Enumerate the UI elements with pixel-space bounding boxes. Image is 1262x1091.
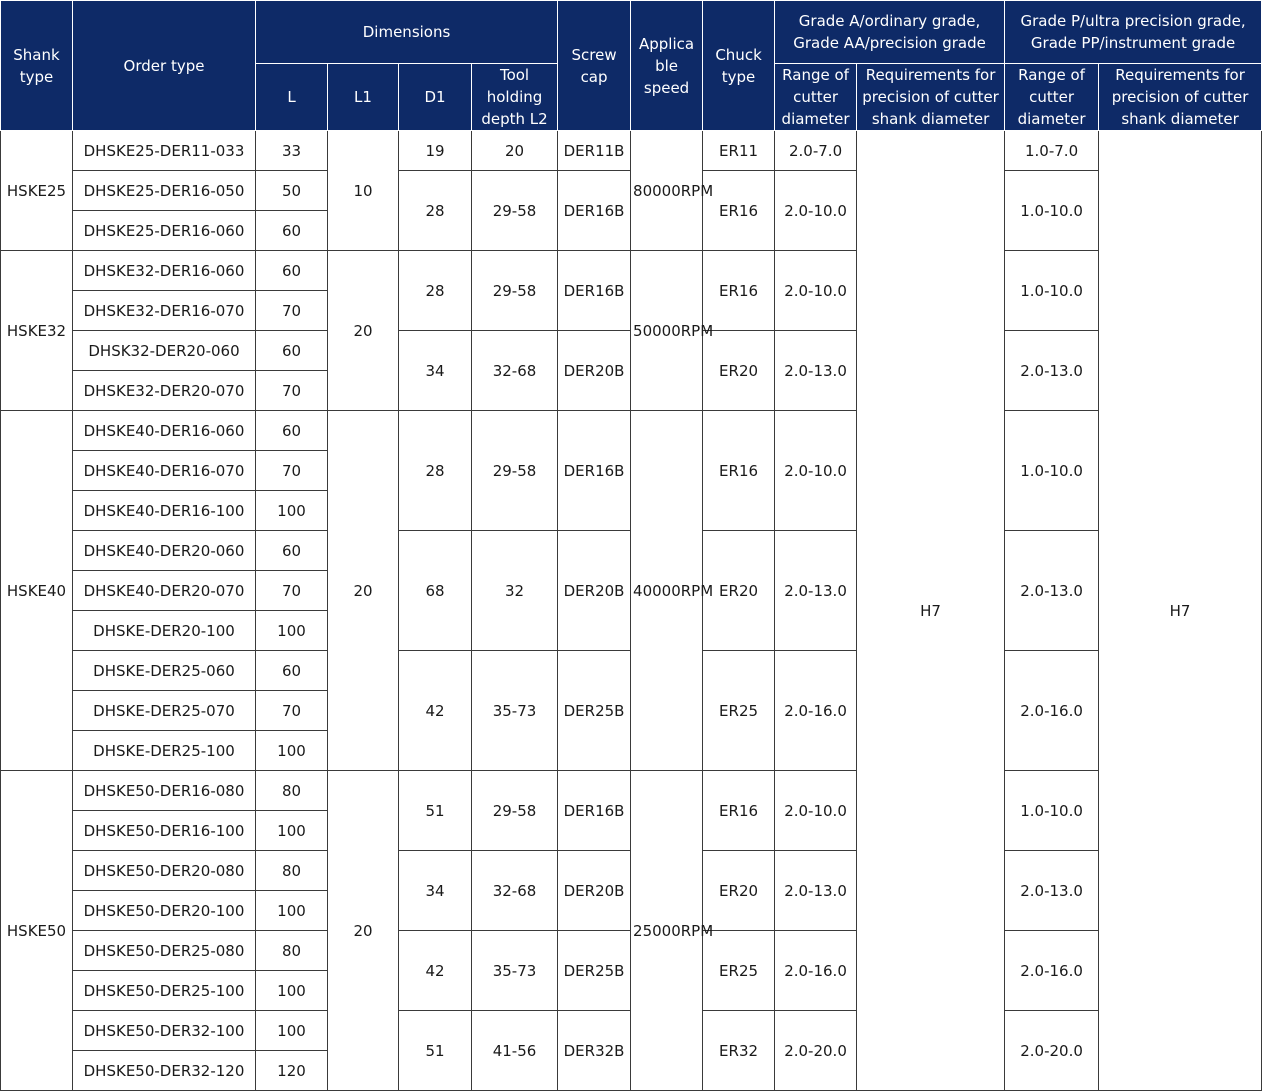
- l-cell: 70: [256, 291, 328, 331]
- l1-cell: 20: [328, 771, 399, 1091]
- shank-type-cell: HSKE50: [1, 771, 73, 1091]
- range-p-cell: 2.0-16.0: [1005, 651, 1099, 771]
- chuck-type-cell: ER20: [703, 531, 775, 651]
- table-row: [1, 131, 1262, 171]
- l-cell: 60: [256, 251, 328, 291]
- range-p-cell: 2.0-13.0: [1005, 851, 1099, 931]
- l2-cell: 35-73: [472, 931, 558, 1011]
- order-type-cell: DHSKE25-DER11-033: [73, 131, 256, 171]
- range-a-cell: 2.0-16.0: [775, 931, 857, 1011]
- range-p-cell: 2.0-13.0: [1005, 331, 1099, 411]
- order-type-cell: DHSKE50-DER16-080: [73, 771, 256, 811]
- chuck-type-cell: ER25: [703, 931, 775, 1011]
- l-cell: 33: [256, 131, 328, 171]
- order-type-cell: DHSKE50-DER20-080: [73, 851, 256, 891]
- shank-type-cell: HSKE40: [1, 411, 73, 771]
- order-type-cell: DHSKE-DER25-100: [73, 731, 256, 771]
- header-grade-p: Grade P/ultra precision grade, Grade PP/instrument grade: [1005, 1, 1262, 64]
- l-cell: 60: [256, 531, 328, 571]
- d1-cell: 68: [399, 531, 472, 651]
- screw-cap-cell: DER25B: [558, 931, 631, 1011]
- l2-cell: 41-56: [472, 1011, 558, 1091]
- l-cell: 120: [256, 1051, 328, 1091]
- chuck-type-cell: ER20: [703, 851, 775, 931]
- screw-cap-cell: DER25B: [558, 651, 631, 771]
- order-type-cell: DHSKE32-DER16-060: [73, 251, 256, 291]
- l2-cell: 32-68: [472, 851, 558, 931]
- applicable-speed-cell: 25000RPM: [631, 771, 703, 1091]
- screw-cap-cell: DER20B: [558, 851, 631, 931]
- header-l2: Tool holding depth L2: [472, 64, 558, 131]
- order-type-cell: DHSKE50-DER32-120: [73, 1051, 256, 1091]
- l2-cell: 32: [472, 531, 558, 651]
- header-applicable-speed: Applica ble speed: [631, 1, 703, 131]
- l2-cell: 35-73: [472, 651, 558, 771]
- range-p-cell: 1.0-10.0: [1005, 171, 1099, 251]
- l-cell: 60: [256, 411, 328, 451]
- d1-cell: 51: [399, 1011, 472, 1091]
- d1-cell: 28: [399, 251, 472, 331]
- order-type-cell: DHSKE40-DER16-060: [73, 411, 256, 451]
- range-a-cell: 2.0-13.0: [775, 851, 857, 931]
- range-p-cell: 1.0-10.0: [1005, 771, 1099, 851]
- order-type-cell: DHSKE25-DER16-060: [73, 211, 256, 251]
- range-a-cell: 2.0-10.0: [775, 411, 857, 531]
- l2-cell: 29-58: [472, 251, 558, 331]
- d1-cell: 19: [399, 131, 472, 171]
- header-shank-type: Shank type: [1, 1, 73, 131]
- l-cell: 100: [256, 611, 328, 651]
- shank-type-cell: HSKE25: [1, 131, 73, 251]
- l-cell: 70: [256, 691, 328, 731]
- order-type-cell: DHSKE50-DER25-080: [73, 931, 256, 971]
- d1-cell: 28: [399, 171, 472, 251]
- chuck-type-cell: ER16: [703, 411, 775, 531]
- l-cell: 80: [256, 931, 328, 971]
- applicable-speed-cell: 80000RPM: [631, 131, 703, 251]
- header-l1: L1: [328, 64, 399, 131]
- l2-cell: 29-58: [472, 411, 558, 531]
- precision-a-cell: H7: [857, 131, 1005, 1091]
- header-requirements-p: Requirements for precision of cutter shank diameter: [1099, 64, 1262, 131]
- d1-cell: 42: [399, 931, 472, 1011]
- l-cell: 80: [256, 771, 328, 811]
- range-a-cell: 2.0-16.0: [775, 651, 857, 771]
- order-type-cell: DHSKE50-DER20-100: [73, 891, 256, 931]
- header-l: L: [256, 64, 328, 131]
- applicable-speed-cell: 50000RPM: [631, 251, 703, 411]
- l-cell: 100: [256, 1011, 328, 1051]
- d1-cell: 34: [399, 851, 472, 931]
- l1-cell: 10: [328, 131, 399, 251]
- range-a-cell: 2.0-13.0: [775, 331, 857, 411]
- l2-cell: 29-58: [472, 771, 558, 851]
- range-p-cell: 1.0-10.0: [1005, 411, 1099, 531]
- d1-cell: 28: [399, 411, 472, 531]
- chuck-type-cell: ER16: [703, 771, 775, 851]
- screw-cap-cell: DER32B: [558, 1011, 631, 1091]
- order-type-cell: DHSKE32-DER20-070: [73, 371, 256, 411]
- screw-cap-cell: DER20B: [558, 331, 631, 411]
- table-row: [1, 771, 1262, 811]
- order-type-cell: DHSKE50-DER25-100: [73, 971, 256, 1011]
- chuck-type-cell: ER11: [703, 131, 775, 171]
- l-cell: 60: [256, 331, 328, 371]
- table-body: [1, 131, 1262, 1091]
- screw-cap-cell: DER16B: [558, 251, 631, 331]
- precision-p-cell: H7: [1099, 131, 1262, 1091]
- order-type-cell: DHSKE32-DER16-070: [73, 291, 256, 331]
- chuck-type-cell: ER20: [703, 331, 775, 411]
- shank-type-cell: HSKE32: [1, 251, 73, 411]
- d1-cell: 42: [399, 651, 472, 771]
- d1-cell: 34: [399, 331, 472, 411]
- range-p-cell: 2.0-16.0: [1005, 931, 1099, 1011]
- order-type-cell: DHSKE40-DER20-070: [73, 571, 256, 611]
- chuck-type-cell: ER32: [703, 1011, 775, 1091]
- range-a-cell: 2.0-10.0: [775, 171, 857, 251]
- header-dimensions: Dimensions: [256, 1, 558, 64]
- order-type-cell: DHSKE-DER20-100: [73, 611, 256, 651]
- screw-cap-cell: DER16B: [558, 771, 631, 851]
- order-type-cell: DHSKE-DER25-060: [73, 651, 256, 691]
- header-requirements-a: Requirements for precision of cutter shank diameter: [857, 64, 1005, 131]
- header-order-type: Order type: [73, 1, 256, 131]
- l-cell: 70: [256, 371, 328, 411]
- range-a-cell: 2.0-10.0: [775, 251, 857, 331]
- l-cell: 100: [256, 891, 328, 931]
- screw-cap-cell: DER20B: [558, 531, 631, 651]
- header-range-a: Range of cutter diameter: [775, 64, 857, 131]
- range-p-cell: 1.0-10.0: [1005, 251, 1099, 331]
- order-type-cell: DHSKE50-DER32-100: [73, 1011, 256, 1051]
- screw-cap-cell: DER11B: [558, 131, 631, 171]
- screw-cap-cell: DER16B: [558, 411, 631, 531]
- l-cell: 70: [256, 571, 328, 611]
- l-cell: 100: [256, 811, 328, 851]
- range-p-cell: 2.0-13.0: [1005, 531, 1099, 651]
- l-cell: 100: [256, 971, 328, 1011]
- l-cell: 100: [256, 731, 328, 771]
- order-type-cell: DHSKE40-DER16-100: [73, 491, 256, 531]
- range-a-cell: 2.0-13.0: [775, 531, 857, 651]
- chuck-type-cell: ER16: [703, 251, 775, 331]
- range-a-cell: 2.0-7.0: [775, 131, 857, 171]
- d1-cell: 51: [399, 771, 472, 851]
- header-d1: D1: [399, 64, 472, 131]
- order-type-cell: DHSKE40-DER20-060: [73, 531, 256, 571]
- table-header: [1, 1, 1262, 131]
- l1-cell: 20: [328, 251, 399, 411]
- range-a-cell: 2.0-20.0: [775, 1011, 857, 1091]
- table-row: [1, 411, 1262, 451]
- l-cell: 100: [256, 491, 328, 531]
- order-type-cell: DHSKE50-DER16-100: [73, 811, 256, 851]
- range-p-cell: 1.0-7.0: [1005, 131, 1099, 171]
- order-type-cell: DHSKE40-DER16-070: [73, 451, 256, 491]
- order-type-cell: DHSKE-DER25-070: [73, 691, 256, 731]
- l2-cell: 20: [472, 131, 558, 171]
- header-screw-cap: Screw cap: [558, 1, 631, 131]
- range-p-cell: 2.0-20.0: [1005, 1011, 1099, 1091]
- range-a-cell: 2.0-10.0: [775, 771, 857, 851]
- chuck-type-cell: ER25: [703, 651, 775, 771]
- header-range-p: Range of cutter diameter: [1005, 64, 1099, 131]
- l1-cell: 20: [328, 411, 399, 771]
- header-grade-a: Grade A/ordinary grade, Grade AA/precision grade: [775, 1, 1005, 64]
- l-cell: 70: [256, 451, 328, 491]
- l-cell: 80: [256, 851, 328, 891]
- header-chuck-type: Chuck type: [703, 1, 775, 131]
- order-type-cell: DHSKE25-DER16-050: [73, 171, 256, 211]
- order-type-cell: DHSK32-DER20-060: [73, 331, 256, 371]
- l2-cell: 29-58: [472, 171, 558, 251]
- l-cell: 60: [256, 651, 328, 691]
- l-cell: 60: [256, 211, 328, 251]
- l2-cell: 32-68: [472, 331, 558, 411]
- applicable-speed-cell: 40000RPM: [631, 411, 703, 771]
- screw-cap-cell: DER16B: [558, 171, 631, 251]
- table-row: [1, 251, 1262, 291]
- chuck-type-cell: ER16: [703, 171, 775, 251]
- l-cell: 50: [256, 171, 328, 211]
